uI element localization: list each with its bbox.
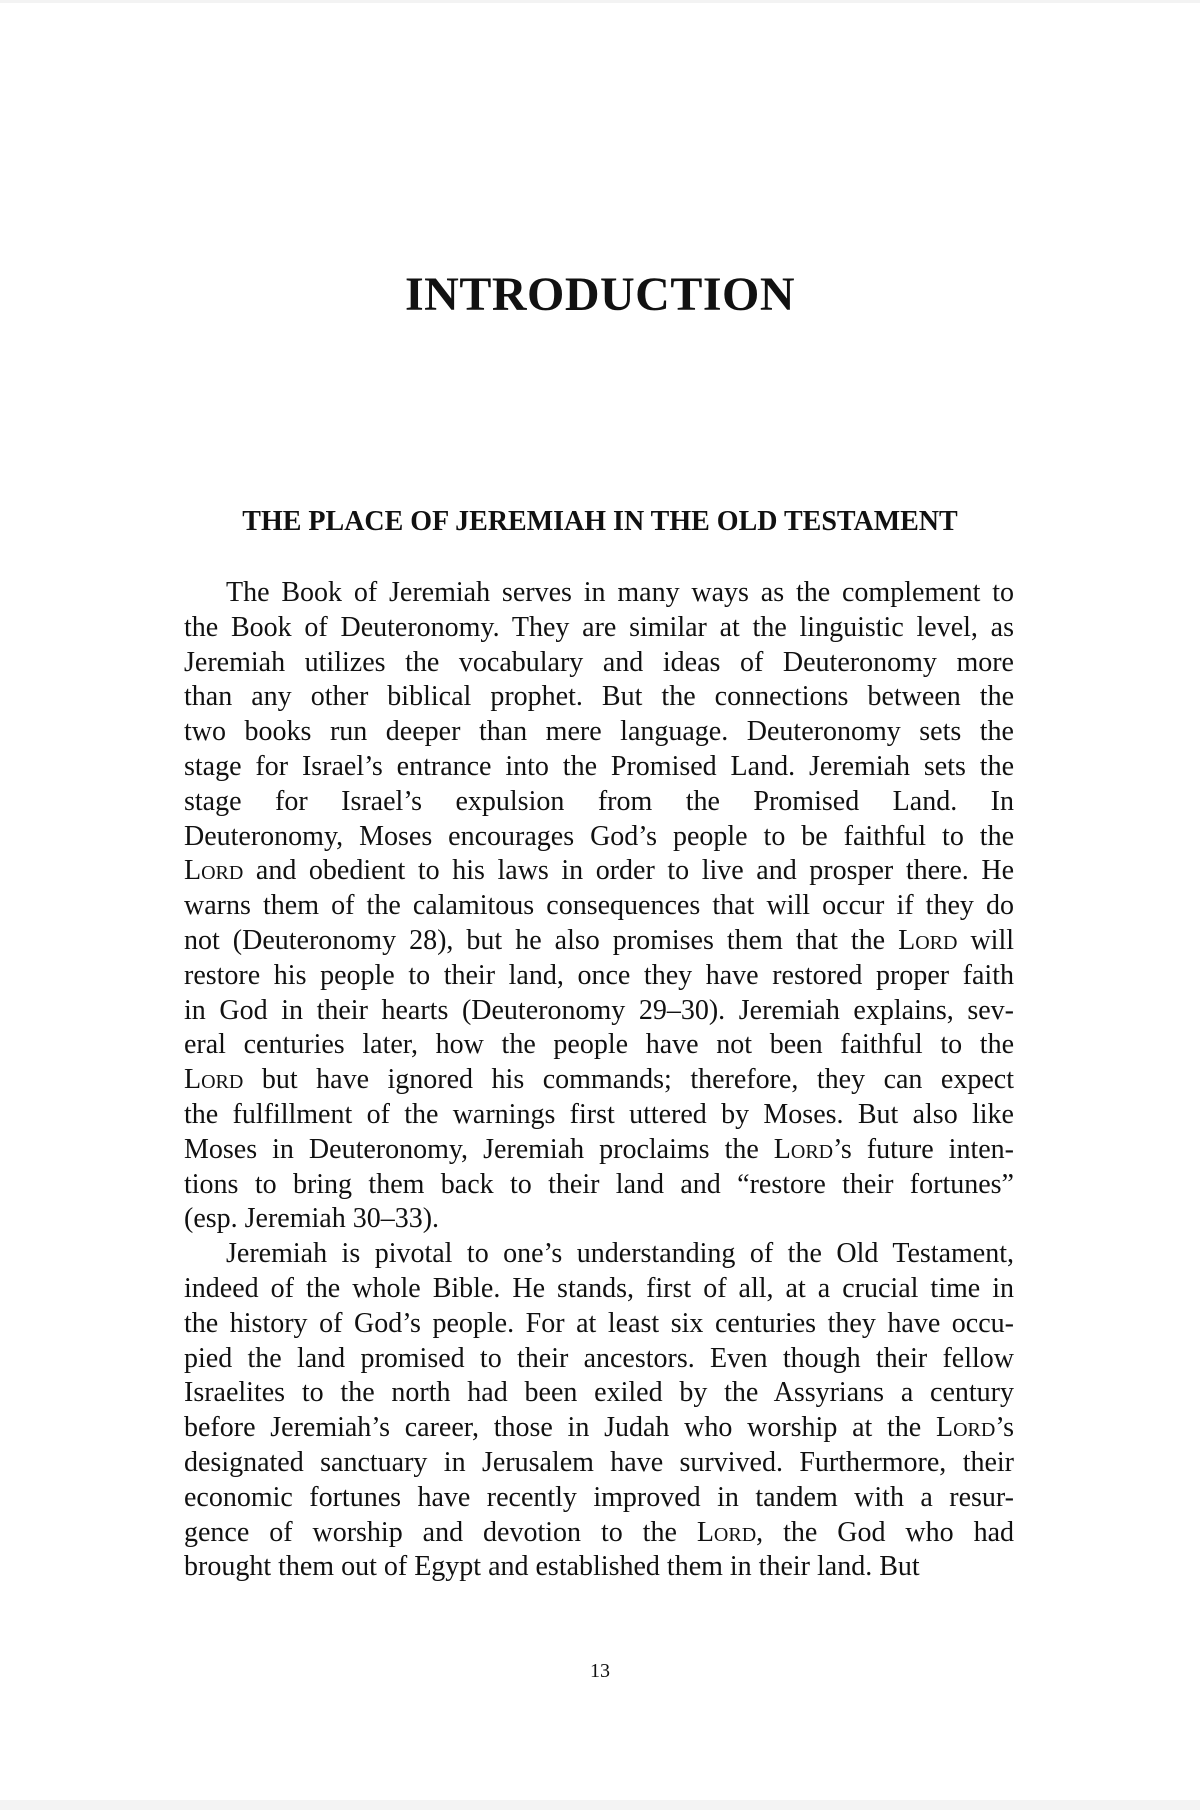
text-line: Israelites to the north had been exiled by the Assyrians a century: [184, 1377, 1014, 1409]
text-line: before Jeremiah’s career, those in Judah who worship at the Lord’s: [184, 1412, 1014, 1444]
paragraph: [184, 1237, 1014, 1585]
text-line: in God in their hearts (Deuteronomy 29–30). Jeremiah explains, sev-: [184, 994, 1014, 1026]
text-line: brought them out of Egypt and established them in their land. But: [184, 1551, 920, 1583]
chapter-title: INTRODUCTION: [404, 268, 796, 321]
text-line: eral centuries later, how the people have not been faithful to the: [184, 1029, 1014, 1061]
text-line: not (Deuteronomy 28), but he also promises them that the Lord will: [184, 924, 1015, 956]
page-number: 13: [590, 1660, 610, 1682]
text-line: Deuteronomy, Moses encourages God’s people to be faithful to the: [184, 820, 1014, 852]
text-line: Jeremiah is pivotal to one’s understanding of the Old Testament,: [226, 1238, 1014, 1270]
section-heading: THE PLACE OF JEREMIAH IN THE OLD TESTAMENT: [242, 506, 958, 537]
text-line: the Book of Deuteronomy. They are similar at the linguistic level, as: [184, 611, 1014, 643]
text-line: Moses in Deuteronomy, Jeremiah proclaims the Lord’s future inten-: [184, 1133, 1014, 1165]
text-line: The Book of Jeremiah serves in many ways as the complement to: [226, 577, 1014, 608]
text-line: Lord but have ignored his commands; therefore, they can expect: [184, 1064, 1014, 1096]
text-line: warns them of the calamitous consequences that will occur if they do: [184, 890, 1014, 922]
text-line: Jeremiah utilizes the vocabulary and ideas of Deuteronomy more: [184, 646, 1014, 678]
text-line: stage for Israel’s entrance into the Promised Land. Jeremiah sets the: [184, 750, 1014, 782]
text-line: gence of worship and devotion to the Lord, the God who had: [184, 1516, 1014, 1548]
text-line: Lord and obedient to his laws in order to live and prosper there. He: [184, 855, 1014, 887]
text-line: than any other biblical prophet. But the connections between the: [184, 681, 1014, 713]
text-line: pied the land promised to their ancestors. Even though their fellow: [184, 1342, 1014, 1374]
text-line: economic fortunes have recently improved in tandem with a resur-: [184, 1481, 1014, 1513]
body-text: [184, 576, 1014, 1585]
text-line: the fulfillment of the warnings first uttered by Moses. But also like: [184, 1098, 1014, 1130]
paragraph: [184, 576, 1014, 1237]
text-line: restore his people to their land, once they have restored proper faith: [184, 959, 1014, 991]
text-line: the history of God’s people. For at least six centuries they have occu-: [184, 1307, 1014, 1339]
text-line: tions to bring them back to their land and “restore their fortunes”: [184, 1168, 1014, 1200]
book-page: [0, 3, 1200, 1800]
text-line: indeed of the whole Bible. He stands, first of all, at a crucial time in: [184, 1272, 1014, 1304]
text-line: stage for Israel’s expulsion from the Promised Land. In: [184, 785, 1014, 817]
text-line: two books run deeper than mere language. Deuteronomy sets the: [184, 716, 1014, 748]
text-line: designated sanctuary in Jerusalem have survived. Furthermore, their: [184, 1446, 1014, 1478]
text-line: (esp. Jeremiah 30–33).: [184, 1203, 440, 1235]
